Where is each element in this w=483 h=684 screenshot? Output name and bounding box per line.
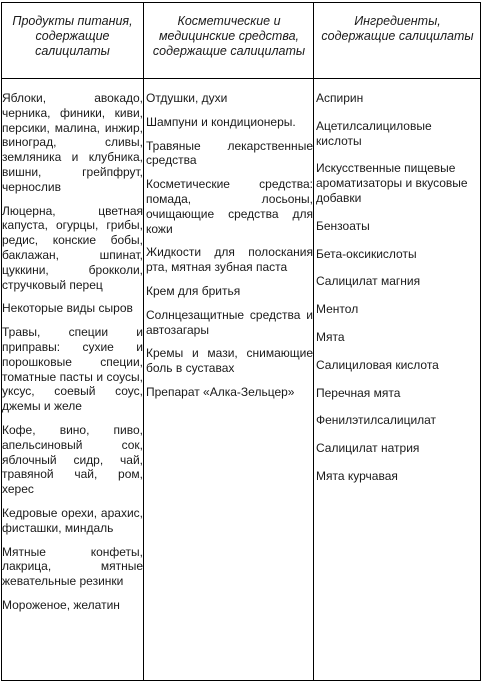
table-cell: Некоторые виды сыров	[2, 301, 133, 316]
table-cell: Косметические средства: помада, лосьоны, очищающие средства для кожи	[146, 177, 313, 236]
table-cell: Отдушки, духи	[146, 91, 228, 105]
table-cell: Фенилэтилсалицилат	[316, 413, 437, 428]
table-cell: Жидкости для полоскания рта, мятная зубная паста	[146, 245, 313, 275]
header-cosmetics: Косметические и медицинские средства, содержащие салицилаты	[152, 14, 306, 58]
table-cell: Мороженое, желатин	[2, 597, 120, 612]
table-cell: Крем для бритья	[146, 283, 241, 298]
ingredients-column	[316, 91, 480, 484]
table-cell: Мята	[316, 329, 345, 344]
table-cell: Салициловая кислота	[316, 357, 439, 372]
table-cell: Ацетилсалициловые кислоты	[316, 118, 432, 148]
column-divider	[313, 2, 314, 681]
table-cell: Кофе, вино, пиво, апельсиновый сок, яблочный сидр, чай, травяной чай, ром, херес	[2, 422, 143, 497]
table-cell: Перечная мята	[316, 385, 401, 400]
table-cell: Бензоаты	[316, 218, 370, 233]
table-cell: Люцерна, цветная капуста, огурцы, грибы, редис, конские бобы, баклажан, шпинат, цуккини, брокколи, стручковый перец	[2, 203, 143, 292]
header-foods: Продукты питания, содержащие салицилаты	[12, 14, 133, 58]
cosmetics-column	[146, 91, 313, 400]
table-cell: Ментол	[316, 302, 359, 317]
table-cell: Салицилат натрия	[316, 441, 420, 456]
table-cell: Кедровые орехи, арахис, фисташки, миндаль	[2, 505, 143, 535]
table-cell: Мята курчавая	[316, 468, 398, 483]
table-cell: Травяные лекарственные средства	[146, 138, 313, 168]
header-ingredients: Ингредиенты, содержащие салицилаты	[321, 14, 474, 43]
table-cell: Кремы и мази, снимающие боль в суставах	[146, 346, 313, 376]
table-cell: Травы, специи и приправы: сухие и порошковые специи, томатные пасты и соусы, уксус, соевый соус, джемы и желе	[2, 325, 143, 414]
table-cell: Яблоки, авокадо, черника, финики, киви, персики, малина, инжир, виноград, сливы, земляника и клубника, вишни, грейпфрут, чернослив	[2, 91, 143, 194]
table-cell: Солнцезащитные средства и автозагары	[146, 307, 313, 337]
table-cell: Мятные конфеты, лакрица, мятные жевательные резинки	[2, 544, 143, 589]
table-cell: Шампуни и кондиционеры.	[146, 114, 296, 129]
table-cell: Препарат «Алка-Зельцер»	[146, 384, 295, 399]
header-divider	[1, 78, 481, 79]
column-divider	[143, 2, 144, 681]
table-cell: Искусственные пищевые ароматизаторы и вкусовые добавки	[316, 161, 468, 205]
table-cell: Бета-оксикислоты	[316, 246, 417, 261]
foods-column	[2, 91, 143, 613]
table-cell: Салицилат магния	[316, 274, 421, 289]
table-cell: Аспирин	[316, 91, 364, 105]
